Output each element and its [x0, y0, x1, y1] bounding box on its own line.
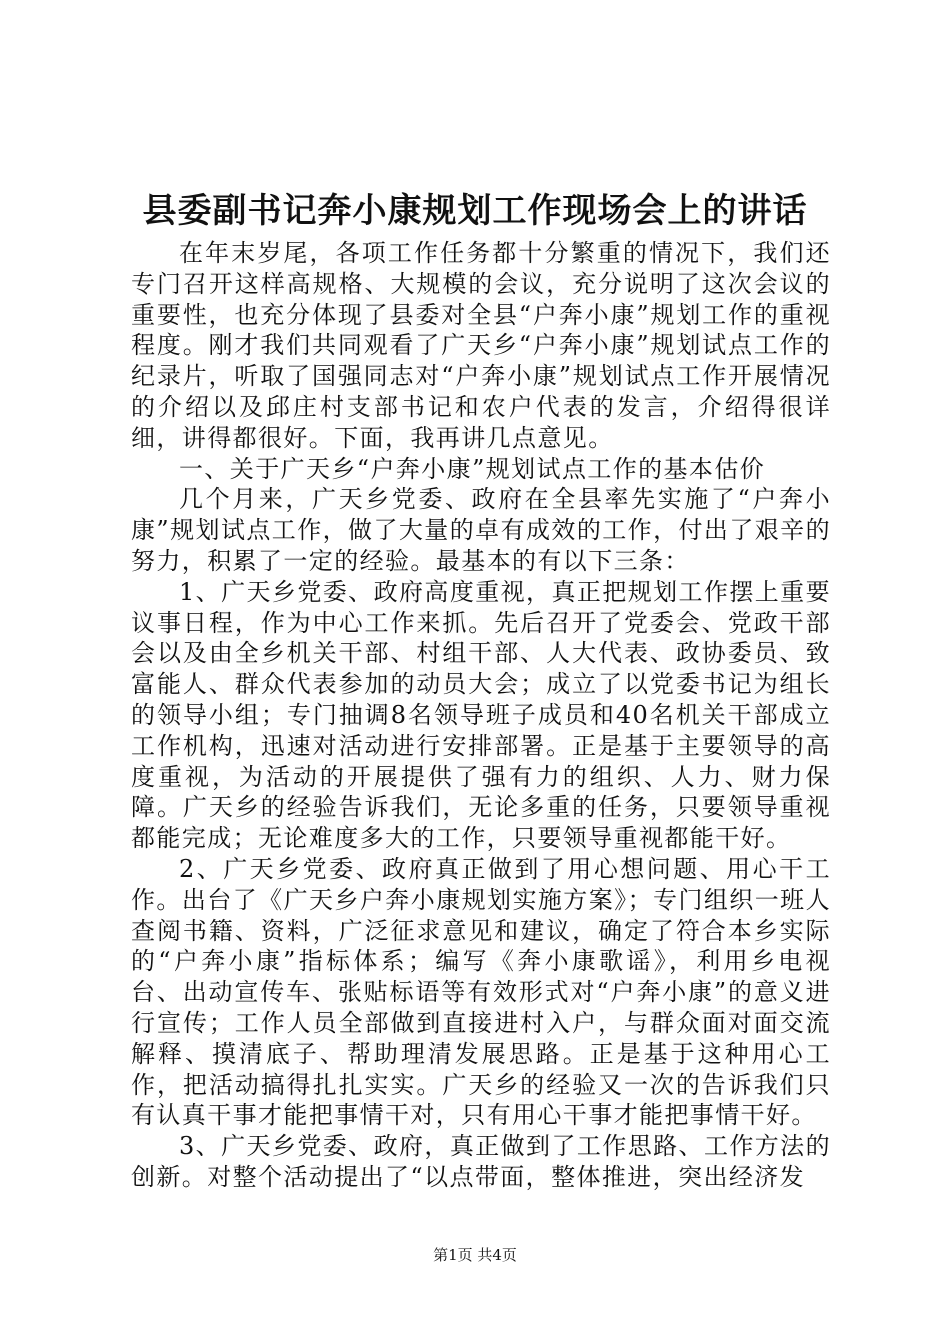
body-paragraph: 几个月来，广天乡党委、政府在全县率先实施了“户奔小康”规划试点工作，做了大量的卓有成效的工作，付出了艰辛的努力，积累了一定的经验。最基本的有以下三条：	[131, 485, 831, 575]
document-body	[131, 238, 831, 1193]
page-number: 第1页 共4页	[433, 1246, 517, 1264]
body-paragraph: 1、广天乡党委、政府高度重视，真正把规划工作摆上重要议事日程，作为中心工作来抓。先后召开了党委会、党政干部会以及由全乡机关干部、村组干部、人大代表、政协委员、致富能人、群众代表参加的动员大会；成立了以党委书记为组长的领导小组；专门抽调8名领导班子成员和40名机关干部成立工作机构，迅速对活动进行安排部署。正是基于主要领导的高度重视，为活动的开展提供了强有力的组织、人力、财力保障。广天乡的经验告诉我们，无论多重的任务，只要领导重视都能完成；无论难度多大的工作，只要领导重视都能干好。	[131, 577, 831, 853]
body-paragraph: 3、广天乡党委、政府，真正做到了工作思路、工作方法的创新。对整个活动提出了“以点带面，整体推进，突出经济发	[131, 1132, 831, 1191]
body-paragraph: 在年末岁尾，各项工作任务都十分繁重的情况下，我们还专门召开这样高规格、大规模的会议，充分说明了这次会议的重要性，也充分体现了县委对全县“户奔小康”规划工作的重视程度。刚才我们共同观看了广天乡“户奔小康”规划试点工作的纪录片，听取了国强同志对“户奔小康”规划试点工作开展情况的介绍以及邱庄村支部书记和农户代表的发言，介绍得很详细，讲得都很好。下面，我再讲几点意见。	[131, 239, 831, 452]
body-paragraph: 2、广天乡党委、政府真正做到了用心想问题、用心干工作。出台了《广天乡户奔小康规划实施方案》；专门组织一班人查阅书籍、资料，广泛征求意见和建议，确定了符合本乡实际的“户奔小康”指标体系；编写《奔小康歌谣》，利用乡电视台、出动宣传车、张贴标语等有效形式对“户奔小康”的意义进行宣传；工作人员全部做到直接进村入户，与群众面对面交流解释、摸清底子、帮助理清发展思路。正是基于这种用心工作，把活动搞得扎扎实实。广天乡的经验又一次的告诉我们只有认真干事才能把事情干对，只有用心干事才能把事情干好。	[131, 854, 831, 1130]
document-title: 县委副书记奔小康规划工作现场会上的讲话	[142, 191, 808, 231]
section-heading: 一、关于广天乡“户奔小康”规划试点工作的基本估价	[179, 454, 766, 483]
